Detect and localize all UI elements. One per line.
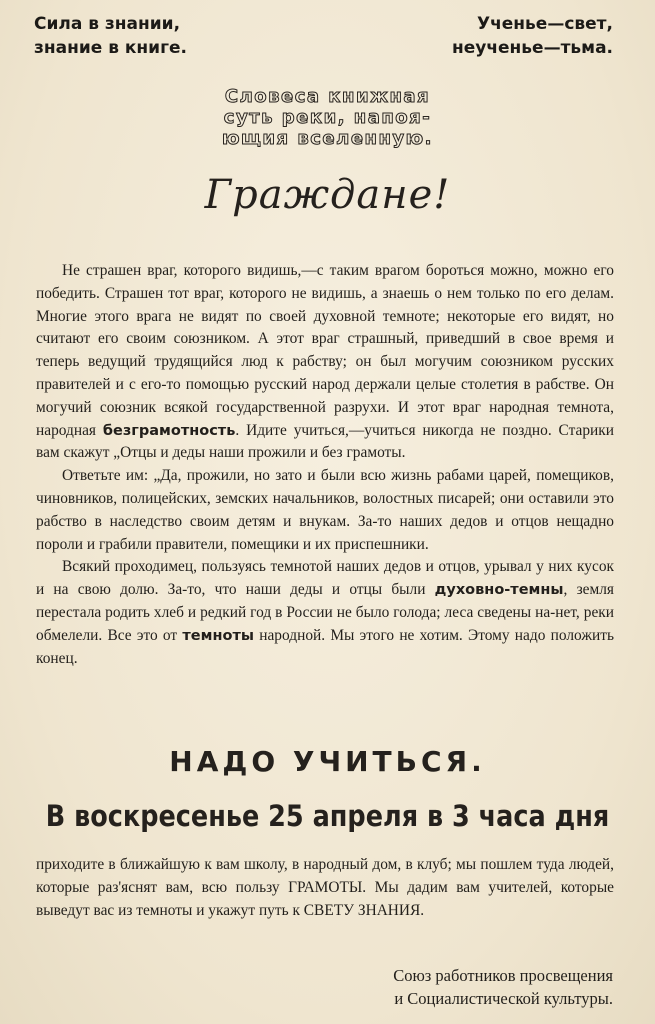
signature	[393, 964, 613, 1010]
paragraph-1-text-a: Не страшен враг, которого видишь,—с таким врагом бороться можно, можно его победить. Страшен тот враг, которого не видишь, а знаешь о нем только по его делам. Многие этого врага не видят по своей духовной темноте; некоторые его видят, но считают его своим союзником. А этот враг страшный, приведший в свое время и теперь ведущий трудящийся люд к рабству; он был могучим союзником русских правителей и с его-то помощью русский народ держали целые столетия в рабстве. Он могучий союзник всякой государственной разрухи. И этот враг народная темнота, народная	[36, 262, 614, 439]
slavic-quote-line-2: суть реки, напоя-	[223, 107, 432, 128]
paragraph-2: Ответьте им: „Да, прожили, но зато и были всю жизнь рабами царей, помещиков, чиновников, полицейских, земских начальников, волостных писарей; они оставили это рабство в наследство своим детям и внукам. За-то наших дедов и отцов нещадно пороли и грабили правители, помещики и их приспешники.	[36, 467, 614, 553]
motto-left-line-1: Сила в знании,	[34, 14, 181, 34]
motto-right-line-1: Ученье—свет,	[476, 14, 613, 34]
event-date: В воскресенье 25 апреля в 3 часа дня	[45, 799, 610, 833]
emphasis-spiritual-darkness: духовно-темны	[434, 582, 564, 599]
paragraph-3-text-c: народной. Мы этого не хотим. Этому надо положить конец.	[36, 626, 614, 667]
paragraph-1-text-b: . Идите учиться,—учиться никогда не поздно. Старики вам скажут „Отцы и деды наши прожили и без грамоты.	[36, 421, 614, 462]
call-to-study: НАДО УЧИТЬСЯ.	[169, 745, 486, 778]
paragraph-1	[36, 260, 614, 465]
emphasis-illiteracy: безграмотность	[102, 422, 236, 439]
motto-right	[452, 12, 613, 60]
slavic-quote-line-1: Словеса книжная	[224, 86, 431, 107]
slavic-quote-line-3: ющия вселенную.	[222, 128, 433, 149]
paragraph-3	[36, 556, 614, 670]
greeting-heading: Граждане!	[204, 172, 451, 218]
paragraph-3-text-b: , земля перестала родить хлеб и редкий год в России не было голода; леса сведены на-нет, реки обмелели. Все это от	[36, 581, 614, 644]
signature-line-1: Союз работников просвещения	[393, 966, 613, 985]
paragraph-3-text-a: Всякий проходимец, пользуясь темнотой наших дедов и отцов, урывал у них кусок и на свою долю. За-то, что наши деды и отцы были	[36, 558, 614, 599]
appeal-body	[36, 260, 614, 670]
emphasis-darkness: темноты	[182, 627, 254, 644]
slavic-quote	[0, 86, 655, 149]
closing-body	[36, 854, 614, 922]
closing-paragraph: приходите в ближайшую к вам школу, в народный дом, в клуб; мы пошлем туда людей, которые раз'яснят вам, всю пользу ГРАМОТЫ. Мы дадим вам учителей, которые выведут вас из темноты и укажут путь к СВЕТУ ЗНАНИЯ.	[36, 856, 614, 919]
motto-left	[34, 12, 187, 60]
motto-right-line-2: неученье—тьма.	[451, 38, 613, 58]
signature-line-2: и Социалистической культуры.	[394, 989, 613, 1008]
motto-left-line-2: знание в книге.	[34, 38, 187, 58]
